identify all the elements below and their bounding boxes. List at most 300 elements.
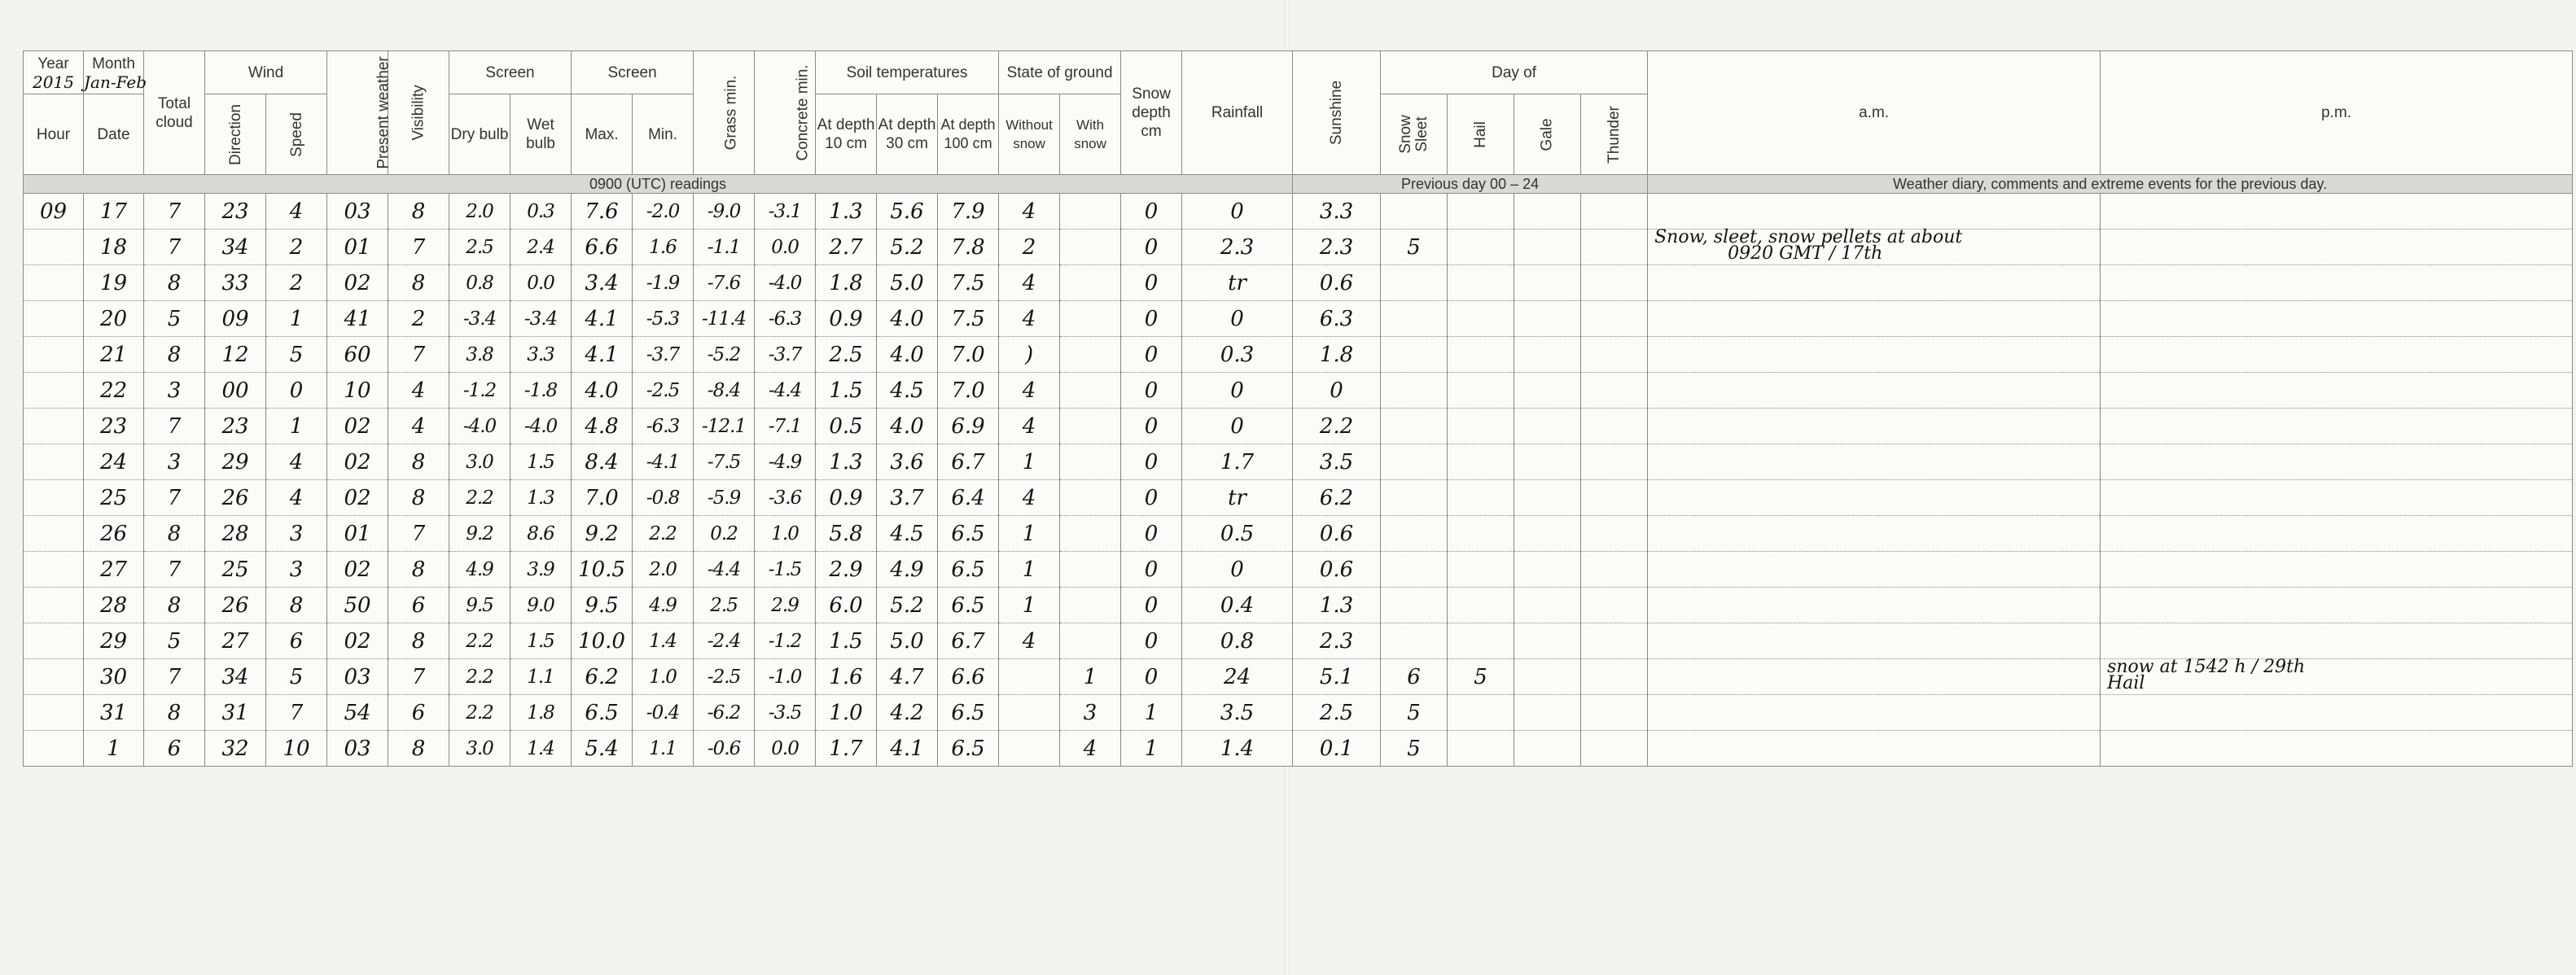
header-screen-maxmin: Screen	[572, 51, 694, 94]
am-diary-cell	[1648, 659, 2101, 695]
sunshine-cell: 6.3	[1293, 301, 1381, 337]
am-diary-cell	[1648, 623, 2101, 659]
soil-100cm-cell: 6.7	[938, 444, 999, 480]
gale-day-cell	[1514, 373, 1581, 409]
header-depth-10: At depth 10 cm	[816, 94, 877, 175]
header-hour: Hour	[24, 94, 84, 175]
header-direction: Direction	[205, 94, 266, 175]
total-cloud-cell: 3	[144, 373, 205, 409]
rainfall-cell: 2.3	[1182, 230, 1293, 265]
header-soil-temperatures: Soil temperatures	[816, 51, 999, 94]
ground-without-snow-cell: )	[999, 337, 1060, 373]
max-temp-cell: 9.2	[572, 516, 633, 552]
visibility-cell: 7	[388, 230, 449, 265]
hour-cell	[24, 588, 84, 623]
ground-without-snow-cell: 4	[999, 194, 1060, 230]
soil-10cm-cell: 2.9	[816, 552, 877, 588]
present-weather-cell: 60	[327, 337, 388, 373]
hail-day-cell	[1448, 373, 1514, 409]
concrete-min-cell: -7.1	[755, 409, 816, 444]
gale-day-cell	[1514, 480, 1581, 516]
date-cell: 17	[84, 194, 144, 230]
ground-without-snow-cell: 1	[999, 444, 1060, 480]
dry-bulb-cell: 3.8	[449, 337, 510, 373]
soil-100cm-cell: 6.4	[938, 480, 999, 516]
wet-bulb-cell: -1.8	[510, 373, 572, 409]
date-cell: 20	[84, 301, 144, 337]
present-weather-cell: 54	[327, 695, 388, 731]
sunshine-cell: 2.2	[1293, 409, 1381, 444]
am-diary-line-1: Snow, sleet, snow pellets at about	[1654, 227, 1963, 247]
min-temp-cell: 2.0	[633, 552, 694, 588]
wet-bulb-cell: 0.3	[510, 194, 572, 230]
hail-day-cell	[1448, 516, 1514, 552]
date-cell: 25	[84, 480, 144, 516]
wet-bulb-cell: -4.0	[510, 409, 572, 444]
snow-depth-cell: 0	[1121, 552, 1182, 588]
header-screen-bulb: Screen	[449, 51, 572, 94]
ground-without-snow-cell: 4	[999, 373, 1060, 409]
total-cloud-cell: 3	[144, 444, 205, 480]
ground-with-snow-cell	[1060, 265, 1121, 301]
header-dry-bulb: Dry bulb	[449, 94, 510, 175]
header-wet-bulb: Wet bulb	[510, 94, 572, 175]
concrete-min-cell: -4.4	[755, 373, 816, 409]
visibility-cell: 8	[388, 552, 449, 588]
concrete-min-cell: 0.0	[755, 230, 816, 265]
hour-cell	[24, 552, 84, 588]
sunshine-cell: 2.5	[1293, 695, 1381, 731]
visibility-cell: 7	[388, 659, 449, 695]
header-depth-30: At depth 30 cm	[877, 94, 938, 175]
pm-diary-cell	[2101, 337, 2573, 373]
wet-bulb-cell: 9.0	[510, 588, 572, 623]
min-temp-cell: -6.3	[633, 409, 694, 444]
sunshine-cell: 2.3	[1293, 230, 1381, 265]
total-cloud-cell: 8	[144, 588, 205, 623]
weather-log-table	[23, 50, 2573, 767]
hour-cell	[24, 695, 84, 731]
wind-speed-cell: 4	[266, 444, 327, 480]
snow-sleet-day-cell	[1381, 588, 1448, 623]
max-temp-cell: 4.1	[572, 301, 633, 337]
ground-with-snow-cell: 3	[1060, 695, 1121, 731]
thunder-day-cell	[1581, 337, 1648, 373]
min-temp-cell: 1.0	[633, 659, 694, 695]
am-diary-cell	[1648, 194, 2101, 230]
wind-speed-cell: 1	[266, 301, 327, 337]
header-without-snow: Without snow	[999, 94, 1060, 175]
pm-diary-cell	[2101, 409, 2573, 444]
date-cell: 29	[84, 623, 144, 659]
table-row	[24, 265, 2573, 301]
am-diary-cell	[1648, 227, 2101, 265]
total-cloud-cell: 7	[144, 194, 205, 230]
hour-cell	[24, 301, 84, 337]
concrete-min-cell: -4.9	[755, 444, 816, 480]
thunder-day-cell	[1581, 373, 1648, 409]
present-weather-cell: 41	[327, 301, 388, 337]
date-cell: 22	[84, 373, 144, 409]
ground-without-snow-cell: 4	[999, 265, 1060, 301]
snow-sleet-day-cell	[1381, 409, 1448, 444]
hail-day-cell	[1448, 194, 1514, 230]
present-weather-cell: 03	[327, 731, 388, 767]
total-cloud-cell: 7	[144, 480, 205, 516]
wet-bulb-cell: 1.5	[510, 444, 572, 480]
ground-without-snow-cell: 4	[999, 409, 1060, 444]
wind-speed-cell: 4	[266, 194, 327, 230]
ground-without-snow-cell	[999, 695, 1060, 731]
pm-diary-cell	[2101, 552, 2573, 588]
max-temp-cell: 7.6	[572, 194, 633, 230]
am-diary-cell	[1648, 516, 2101, 552]
gale-day-cell	[1514, 623, 1581, 659]
table-row	[24, 731, 2573, 767]
dry-bulb-cell: 2.2	[449, 480, 510, 516]
date-cell: 1	[84, 731, 144, 767]
sunshine-cell: 0.6	[1293, 516, 1381, 552]
header-visibility: Visibility	[388, 51, 449, 175]
grass-min-cell: -11.4	[694, 301, 755, 337]
visibility-cell: 6	[388, 695, 449, 731]
header-sunshine: Sunshine	[1293, 51, 1381, 175]
soil-10cm-cell: 1.5	[816, 373, 877, 409]
snow-depth-cell: 0	[1121, 409, 1182, 444]
visibility-cell: 6	[388, 588, 449, 623]
wet-bulb-cell: 3.3	[510, 337, 572, 373]
table-row	[24, 552, 2573, 588]
date-cell: 24	[84, 444, 144, 480]
header-month: Month Jan-Feb	[84, 51, 144, 94]
date-cell: 26	[84, 516, 144, 552]
visibility-cell: 8	[388, 731, 449, 767]
pm-diary-cell	[2101, 623, 2573, 659]
am-diary-cell	[1648, 588, 2101, 623]
grass-min-cell: -9.0	[694, 194, 755, 230]
soil-100cm-cell: 7.8	[938, 230, 999, 265]
snow-depth-cell: 0	[1121, 480, 1182, 516]
hail-day-cell	[1448, 337, 1514, 373]
soil-10cm-cell: 1.8	[816, 265, 877, 301]
pm-diary-line-2: Hail	[2107, 673, 2145, 693]
present-weather-cell: 02	[327, 623, 388, 659]
min-temp-cell: -2.0	[633, 194, 694, 230]
snow-depth-cell: 1	[1121, 695, 1182, 731]
rainfall-cell: 0.5	[1182, 516, 1293, 552]
sunshine-cell: 0.6	[1293, 265, 1381, 301]
gale-day-cell	[1514, 731, 1581, 767]
ground-with-snow-cell	[1060, 480, 1121, 516]
date-cell: 23	[84, 409, 144, 444]
gale-day-cell	[1514, 230, 1581, 265]
concrete-min-cell: -3.7	[755, 337, 816, 373]
dry-bulb-cell: -1.2	[449, 373, 510, 409]
soil-10cm-cell: 5.8	[816, 516, 877, 552]
table-row	[24, 623, 2573, 659]
soil-10cm-cell: 1.6	[816, 659, 877, 695]
concrete-min-cell: -3.6	[755, 480, 816, 516]
soil-30cm-cell: 4.5	[877, 373, 938, 409]
present-weather-cell: 03	[327, 194, 388, 230]
soil-30cm-cell: 4.0	[877, 409, 938, 444]
soil-100cm-cell: 6.7	[938, 623, 999, 659]
header-total-cloud: Total cloud	[144, 51, 205, 175]
concrete-min-cell: -3.1	[755, 194, 816, 230]
wind-speed-cell: 2	[266, 230, 327, 265]
header-state-of-ground: State of ground	[999, 51, 1121, 94]
wind-direction-cell: 23	[205, 409, 266, 444]
sunshine-cell: 0.1	[1293, 731, 1381, 767]
header-with-snow: With snow	[1060, 94, 1121, 175]
wind-direction-cell: 09	[205, 301, 266, 337]
max-temp-cell: 4.0	[572, 373, 633, 409]
min-temp-cell: 1.6	[633, 230, 694, 265]
header-pm: p.m.	[2101, 51, 2573, 175]
total-cloud-cell: 8	[144, 337, 205, 373]
total-cloud-cell: 7	[144, 409, 205, 444]
dry-bulb-cell: 0.8	[449, 265, 510, 301]
wet-bulb-cell: 3.9	[510, 552, 572, 588]
pm-diary-cell	[2101, 516, 2573, 552]
soil-30cm-cell: 4.9	[877, 552, 938, 588]
grass-min-cell: -5.2	[694, 337, 755, 373]
rainfall-cell: 0	[1182, 373, 1293, 409]
thunder-day-cell	[1581, 230, 1648, 265]
present-weather-cell: 10	[327, 373, 388, 409]
soil-100cm-cell: 6.5	[938, 695, 999, 731]
wind-direction-cell: 32	[205, 731, 266, 767]
hail-day-cell	[1448, 265, 1514, 301]
thunder-day-cell	[1581, 516, 1648, 552]
soil-10cm-cell: 2.7	[816, 230, 877, 265]
max-temp-cell: 4.1	[572, 337, 633, 373]
snow-depth-cell: 0	[1121, 444, 1182, 480]
gale-day-cell	[1514, 659, 1581, 695]
sunshine-cell: 3.3	[1293, 194, 1381, 230]
hail-day-cell	[1448, 731, 1514, 767]
soil-100cm-cell: 6.5	[938, 516, 999, 552]
thunder-day-cell	[1581, 444, 1648, 480]
grass-min-cell: -5.9	[694, 480, 755, 516]
dry-bulb-cell: 3.0	[449, 444, 510, 480]
visibility-cell: 4	[388, 409, 449, 444]
date-cell: 19	[84, 265, 144, 301]
ground-with-snow-cell	[1060, 444, 1121, 480]
table-row	[24, 409, 2573, 444]
thunder-day-cell	[1581, 731, 1648, 767]
grass-min-cell: -2.4	[694, 623, 755, 659]
soil-100cm-cell: 6.6	[938, 659, 999, 695]
dry-bulb-cell: 4.9	[449, 552, 510, 588]
wind-speed-cell: 7	[266, 695, 327, 731]
soil-30cm-cell: 5.2	[877, 588, 938, 623]
sunshine-cell: 6.2	[1293, 480, 1381, 516]
concrete-min-cell: -6.3	[755, 301, 816, 337]
dry-bulb-cell: 3.0	[449, 731, 510, 767]
snow-depth-cell: 0	[1121, 659, 1182, 695]
snow-depth-cell: 0	[1121, 623, 1182, 659]
thunder-day-cell	[1581, 409, 1648, 444]
pm-diary-cell	[2101, 301, 2573, 337]
band-readings: 0900 (UTC) readings	[24, 175, 1293, 194]
header-thunder: Thunder	[1581, 94, 1648, 175]
wind-direction-cell: 34	[205, 659, 266, 695]
min-temp-cell: -0.4	[633, 695, 694, 731]
date-cell: 18	[84, 230, 144, 265]
rainfall-cell: 0.3	[1182, 337, 1293, 373]
sunshine-cell: 5.1	[1293, 659, 1381, 695]
gale-day-cell	[1514, 409, 1581, 444]
visibility-cell: 8	[388, 265, 449, 301]
table-row	[24, 444, 2573, 480]
am-diary-cell	[1648, 552, 2101, 588]
snow-depth-cell: 1	[1121, 731, 1182, 767]
grass-min-cell: -12.1	[694, 409, 755, 444]
soil-100cm-cell: 7.5	[938, 301, 999, 337]
dry-bulb-cell: 2.2	[449, 695, 510, 731]
min-temp-cell: 1.4	[633, 623, 694, 659]
snow-depth-cell: 0	[1121, 265, 1182, 301]
wind-speed-cell: 2	[266, 265, 327, 301]
snow-sleet-day-cell: 6	[1381, 659, 1448, 695]
soil-100cm-cell: 7.9	[938, 194, 999, 230]
ground-with-snow-cell	[1060, 230, 1121, 265]
soil-10cm-cell: 0.5	[816, 409, 877, 444]
soil-10cm-cell: 1.3	[816, 194, 877, 230]
am-diary-cell	[1648, 444, 2101, 480]
wind-speed-cell: 6	[266, 623, 327, 659]
max-temp-cell: 5.4	[572, 731, 633, 767]
total-cloud-cell: 6	[144, 731, 205, 767]
soil-30cm-cell: 4.2	[877, 695, 938, 731]
grass-min-cell: -0.6	[694, 731, 755, 767]
wind-speed-cell: 8	[266, 588, 327, 623]
snow-depth-cell: 0	[1121, 373, 1182, 409]
pm-diary-cell	[2101, 659, 2573, 695]
grass-min-cell: -7.5	[694, 444, 755, 480]
table-row	[24, 373, 2573, 409]
hail-day-cell	[1448, 480, 1514, 516]
max-temp-cell: 6.6	[572, 230, 633, 265]
total-cloud-cell: 7	[144, 659, 205, 695]
section-band-row	[24, 175, 2573, 194]
pm-diary-cell	[2101, 230, 2573, 265]
am-diary-cell	[1648, 409, 2101, 444]
min-temp-cell: -2.5	[633, 373, 694, 409]
max-temp-cell: 8.4	[572, 444, 633, 480]
ground-without-snow-cell: 4	[999, 301, 1060, 337]
hour-cell	[24, 623, 84, 659]
table-row	[24, 337, 2573, 373]
concrete-min-cell: 2.9	[755, 588, 816, 623]
soil-30cm-cell: 3.6	[877, 444, 938, 480]
concrete-min-cell: -1.0	[755, 659, 816, 695]
visibility-cell: 7	[388, 337, 449, 373]
snow-sleet-day-cell	[1381, 444, 1448, 480]
dry-bulb-cell: -3.4	[449, 301, 510, 337]
hail-day-cell	[1448, 623, 1514, 659]
hour-cell: 09	[24, 194, 84, 230]
header-gale: Gale	[1514, 94, 1581, 175]
present-weather-cell: 50	[327, 588, 388, 623]
sunshine-cell: 2.3	[1293, 623, 1381, 659]
hail-day-cell	[1448, 588, 1514, 623]
soil-30cm-cell: 4.0	[877, 337, 938, 373]
snow-sleet-day-cell	[1381, 194, 1448, 230]
sunshine-cell: 0.6	[1293, 552, 1381, 588]
concrete-min-cell: -1.5	[755, 552, 816, 588]
pm-diary-cell	[2101, 265, 2573, 301]
am-diary-cell	[1648, 337, 2101, 373]
max-temp-cell: 7.0	[572, 480, 633, 516]
grass-min-cell: -4.4	[694, 552, 755, 588]
ground-with-snow-cell	[1060, 194, 1121, 230]
weather-log-sheet	[23, 50, 2573, 767]
wet-bulb-cell: 1.5	[510, 623, 572, 659]
hour-cell	[24, 731, 84, 767]
snow-sleet-day-cell	[1381, 265, 1448, 301]
header-grass-min: Grass min.	[694, 51, 755, 175]
year-value: 2015	[33, 72, 74, 92]
header-concrete-min: Concrete min.	[755, 51, 816, 175]
rainfall-cell: 3.5	[1182, 695, 1293, 731]
wind-speed-cell: 3	[266, 552, 327, 588]
snow-sleet-day-cell: 5	[1381, 731, 1448, 767]
wind-speed-cell: 5	[266, 659, 327, 695]
snow-sleet-day-cell: 5	[1381, 230, 1448, 265]
wet-bulb-cell: 0.0	[510, 265, 572, 301]
snow-sleet-day-cell	[1381, 373, 1448, 409]
hail-day-cell	[1448, 409, 1514, 444]
date-cell: 31	[84, 695, 144, 731]
header-speed: Speed	[266, 94, 327, 175]
snow-depth-cell: 0	[1121, 337, 1182, 373]
min-temp-cell: 4.9	[633, 588, 694, 623]
min-temp-cell: -1.9	[633, 265, 694, 301]
wet-bulb-cell: -3.4	[510, 301, 572, 337]
soil-30cm-cell: 4.1	[877, 731, 938, 767]
ground-without-snow-cell: 2	[999, 230, 1060, 265]
ground-with-snow-cell	[1060, 588, 1121, 623]
wind-direction-cell: 31	[205, 695, 266, 731]
soil-100cm-cell: 7.5	[938, 265, 999, 301]
gale-day-cell	[1514, 588, 1581, 623]
max-temp-cell: 10.5	[572, 552, 633, 588]
thunder-day-cell	[1581, 623, 1648, 659]
ground-without-snow-cell: 4	[999, 480, 1060, 516]
gale-day-cell	[1514, 265, 1581, 301]
wet-bulb-cell: 1.1	[510, 659, 572, 695]
ground-without-snow-cell: 1	[999, 516, 1060, 552]
sunshine-cell: 1.3	[1293, 588, 1381, 623]
ground-without-snow-cell	[999, 659, 1060, 695]
soil-100cm-cell: 7.0	[938, 337, 999, 373]
table-row	[24, 659, 2573, 695]
ground-with-snow-cell	[1060, 409, 1121, 444]
grass-min-cell: 2.5	[694, 588, 755, 623]
soil-10cm-cell: 2.5	[816, 337, 877, 373]
grass-min-cell: -7.6	[694, 265, 755, 301]
hour-cell	[24, 659, 84, 695]
max-temp-cell: 4.8	[572, 409, 633, 444]
rainfall-cell: tr	[1182, 480, 1293, 516]
wind-direction-cell: 33	[205, 265, 266, 301]
band-diary: Weather diary, comments and extreme events for the previous day.	[1648, 175, 2573, 194]
soil-30cm-cell: 5.0	[877, 623, 938, 659]
soil-10cm-cell: 1.0	[816, 695, 877, 731]
wet-bulb-cell: 2.4	[510, 230, 572, 265]
